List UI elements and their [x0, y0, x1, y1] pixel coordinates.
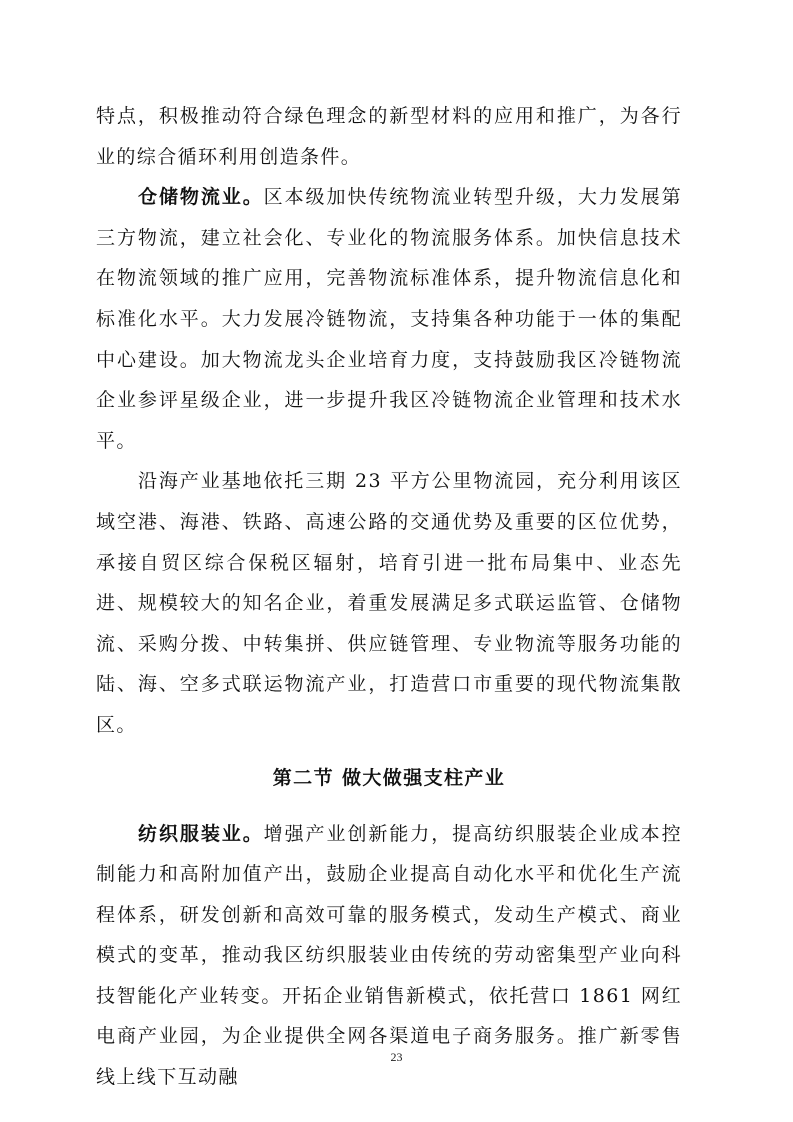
paragraph-lead-textile: 纺织服装业。	[138, 822, 264, 845]
paragraph-lead-warehousing: 仓储物流业。	[138, 186, 264, 209]
paragraph-text: 特点，积极推动符合绿色理念的新型材料的应用和推广，为各行业的综合循环利用创造条件。	[96, 105, 682, 168]
paragraph-text: 增强产业创新能力，提高纺织服装企业成本控制能力和高附加值产出，鼓励企业提高自动化水平和优化生产流程体系，研发创新和高效可靠的服务模式，发动生产模式、商业模式的变革，推动我区纺织服装业由传统的劳动密集型产业向科技智能化产业转变。开拓企业销售新模式，依托营口 1861 网红电商产业园，为企业提供全网各渠道电子商务服务。推广新零售线上线下互动融	[96, 822, 682, 1089]
paragraph-text: 沿海产业基地依托三期 23 平方公里物流园，充分利用该区域空港、海港、铁路、高速公路的交通优势及重要的区位优势，承接自贸区综合保税区辐射，培育引进一批布局集中、业态先进、规模较大的知名企业，着重发展满足多式联运监管、仓储物流、采购分拨、中转集拼、供应链管理、专业物流等服务功能的陆、海、空多式联运物流产业，打造营口市重要的现代物流集散区。	[96, 470, 682, 736]
paragraph-text: 区本级加快传统物流业转型升级，大力发展第三方物流，建立社会化、专业化的物流服务体系。加快信息技术在物流领域的推广应用，完善物流标准体系，提升物流信息化和标准化水平。大力发展冷链物流，支持集各种功能于一体的集配中心建设。加大物流龙头企业培育力度，支持鼓励我区冷链物流企业参评星级企业，进一步提升我区冷链物流企业管理和技术水平。	[96, 186, 682, 452]
paragraph-coastal-base	[96, 461, 682, 745]
document-body	[96, 96, 682, 1098]
paragraph-continuation	[96, 96, 682, 177]
page-number: 23	[390, 1050, 403, 1064]
section-heading: 第二节 做大做强支柱产业	[272, 766, 506, 789]
paragraph-warehousing-logistics	[96, 177, 682, 461]
